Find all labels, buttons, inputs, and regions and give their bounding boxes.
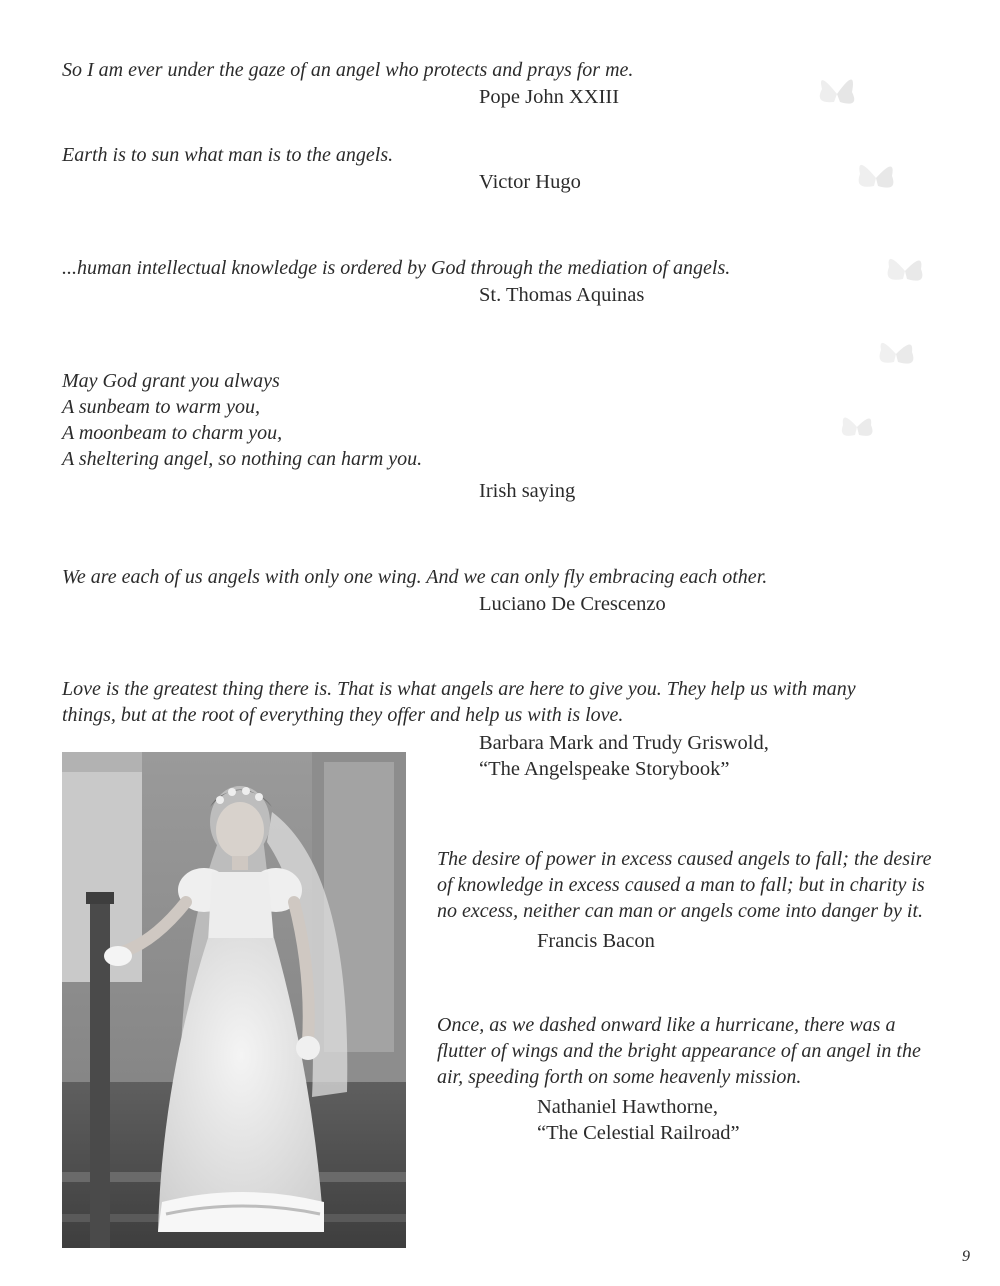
author-line: Pope John XXIII: [479, 86, 620, 108]
quote-4-author: [479, 478, 575, 504]
author-line: Barbara Mark and Trudy Griswold,: [479, 732, 769, 754]
quote-1-author: [479, 84, 619, 110]
quote-line: We are each of us angels with only one wing. And we can only fly embracing each other.: [62, 566, 768, 588]
author-line: Irish saying: [479, 480, 576, 502]
page-number: 9: [962, 1248, 970, 1265]
photo-illustration: [62, 752, 406, 1248]
quote-5-author: [479, 591, 666, 617]
quote-line: So I am ever under the gaze of an angel who protects and prays for me.: [62, 59, 634, 81]
butterfly-icon: [850, 150, 902, 202]
quote-line: The desire of power in excess caused angels to fall; the desire: [437, 848, 932, 870]
quote-line: of knowledge in excess caused a man to fall; but in charity is: [437, 874, 925, 896]
quote-8-author: [537, 1094, 740, 1146]
author-line: Francis Bacon: [537, 930, 655, 952]
quote-line: May God grant you always: [62, 370, 280, 392]
quote-7-author: [537, 928, 655, 954]
quote-line: A sheltering angel, so nothing can harm you.: [62, 448, 423, 470]
quote-4-text: [62, 368, 422, 472]
author-line: Victor Hugo: [479, 171, 581, 193]
quote-1-text: [62, 57, 633, 83]
quote-6-text: [62, 676, 856, 728]
quote-line: things, but at the root of everything they offer and help us with is love.: [62, 704, 624, 726]
author-line: Luciano De Crescenzo: [479, 593, 666, 615]
author-line: “The Celestial Railroad”: [537, 1122, 740, 1144]
quote-line: A sunbeam to warm you,: [62, 396, 260, 418]
author-line: “The Angelspeake Storybook”: [479, 758, 730, 780]
quote-7-text: [437, 846, 932, 924]
quote-3-text: [62, 255, 730, 281]
quote-line: A moonbeam to charm you,: [62, 422, 283, 444]
girl-communion-photo: [62, 752, 406, 1248]
quote-6-author: [479, 730, 769, 782]
quote-8-text: [437, 1012, 921, 1090]
butterfly-icon: [872, 330, 920, 376]
quote-line: ...human intellectual knowledge is ordered by God through the mediation of angels.: [62, 257, 731, 279]
author-line: St. Thomas Aquinas: [479, 284, 645, 306]
butterfly-icon: [835, 405, 879, 449]
quote-line: flutter of wings and the bright appearance of an angel in the: [437, 1040, 921, 1062]
quote-2-author: [479, 169, 581, 195]
quote-line: Earth is to sun what man is to the angels.: [62, 144, 394, 166]
quote-5-text: [62, 564, 767, 590]
butterfly-icon: [812, 64, 862, 124]
quote-line: Once, as we dashed onward like a hurricane, there was a: [437, 1014, 896, 1036]
quote-line: air, speeding forth on some heavenly mission.: [437, 1066, 802, 1088]
quote-3-author: [479, 282, 644, 308]
butterfly-icon: [880, 245, 930, 293]
quote-line: Love is the greatest thing there is. That is what angels are here to give you. They help us with many: [62, 678, 856, 700]
quote-2-text: [62, 142, 393, 168]
quote-line: no excess, neither can man or angels come into danger by it.: [437, 900, 924, 922]
author-line: Nathaniel Hawthorne,: [537, 1096, 719, 1118]
